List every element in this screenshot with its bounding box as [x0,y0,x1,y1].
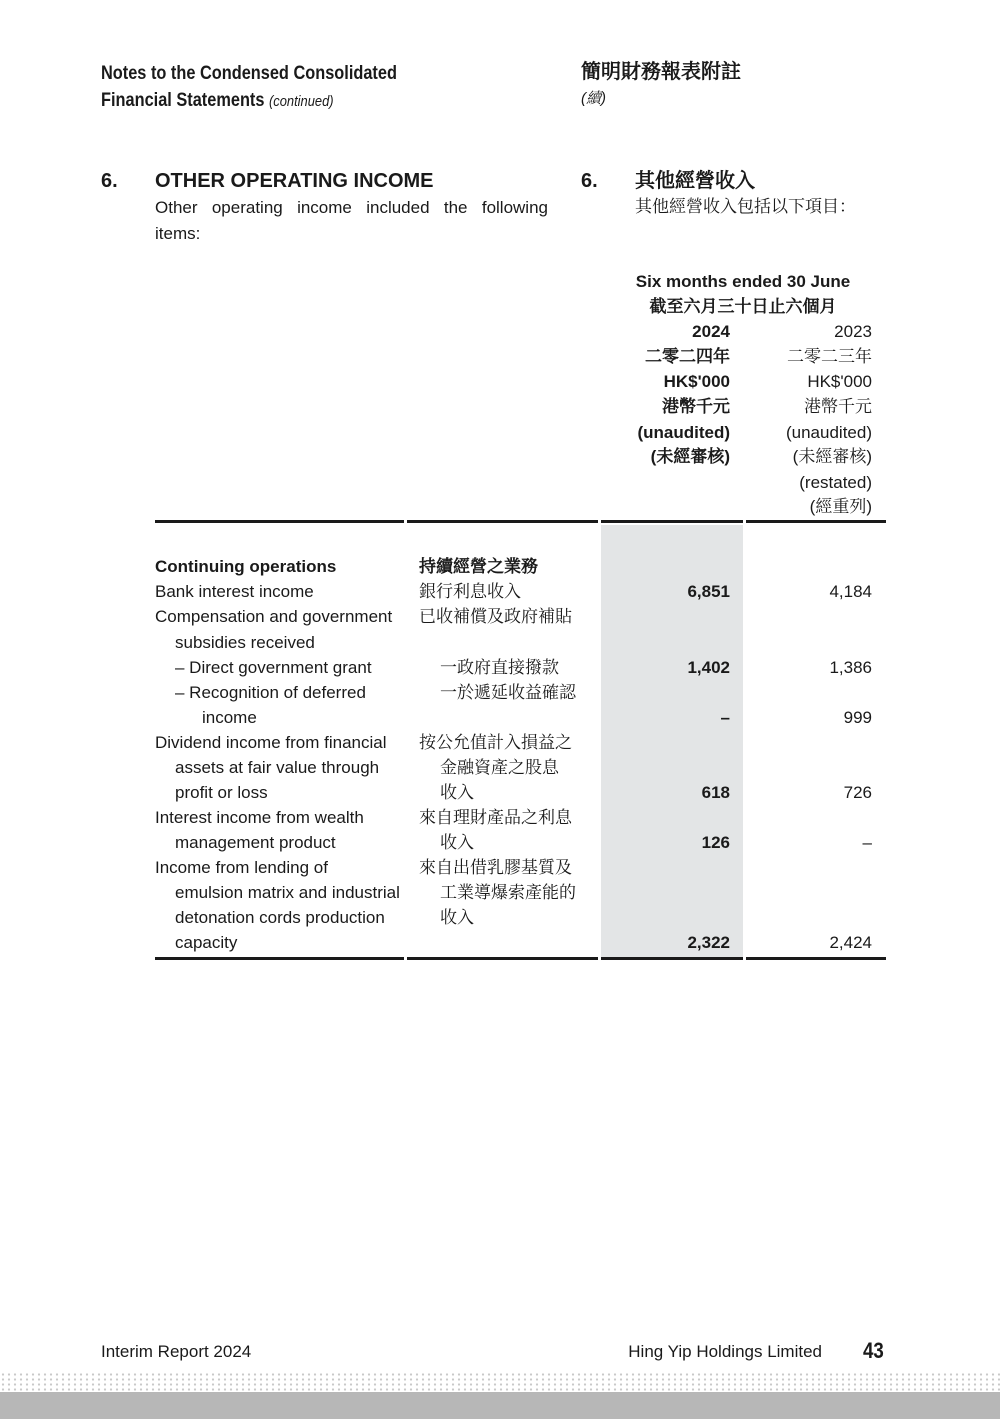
page-number: 43 [863,1338,884,1363]
table-row [155,579,886,604]
row-label-cn: 收入 [440,833,474,852]
col-2023-status: (unaudited) [785,423,872,442]
row-label-en: Compensation and government [155,607,393,626]
row-label-en: Continuing operations [155,557,337,576]
row-label-cn: 來自出借乳膠基質及 [419,858,572,877]
table-row [155,755,886,780]
value-2023: 2,424 [829,933,872,952]
col-2023-status-cn: (未經審核) [792,447,872,466]
dotted-band [0,1372,1000,1392]
row-label-cn: 金融資產之股息 [440,758,559,777]
value-2024: – [720,708,730,727]
value-2023: 726 [843,783,872,802]
section-number-cn: 6. [581,170,598,192]
table-row [155,855,886,880]
row-label-cn: 按公允值計入損益之 [419,733,572,752]
section-description-cn: 其他經營收入包括以下項目： [635,197,856,216]
value-2024: 2,322 [687,933,730,952]
header-line-2-wrap [101,87,397,115]
row-label-en: income [202,708,257,727]
section-number-en: 6. [101,170,118,192]
table-row [155,604,886,629]
row-label-en: management product [175,833,336,852]
row-label-cn: 銀行利息收入 [419,582,521,601]
header-line-1: Notes to the Condensed Consolidated [101,63,397,84]
value-2024: 618 [701,783,730,802]
row-label-cn: 已收補償及政府補貼 [419,607,572,626]
value-2023: 1,386 [829,658,872,677]
table-row [155,705,886,730]
footer-company-name: Hing Yip Holdings Limited [628,1342,822,1361]
section-title-en: OTHER OPERATING INCOME [155,170,434,192]
table-row [155,680,886,705]
col-2023-unit-cn: 港幣千元 [804,397,872,416]
col-2024-status-cn: (未經審核) [650,447,730,466]
period-heading-cn: 截至六月三十日止六個月 [649,297,837,316]
table-row [155,905,886,930]
row-label-cn: 一於遞延收益確認 [440,683,576,702]
col-2024-year-cn: 二零二四年 [645,347,730,366]
row-label-en: – Direct government grant [175,658,372,677]
col-2023-note-cn: (經重列) [809,497,872,516]
value-2024: 1,402 [687,658,730,677]
section-title-cn: 其他經營收入 [635,170,755,192]
running-header-cn: 簡明財務報表附註 [581,61,741,83]
header-continued: (continued) [268,93,334,110]
row-label-en: capacity [175,933,238,952]
table-row [155,655,886,680]
col-2023-unit: HK$'000 [807,372,872,391]
row-label-en: Bank interest income [155,582,314,601]
col-2023-year-cn: 二零二三年 [787,347,872,366]
row-label-en: – Recognition of deferred [175,683,366,702]
table-row [155,730,886,755]
row-label-cn: 來自理財產品之利息 [419,808,572,827]
col-2024-unit-cn: 港幣千元 [662,397,730,416]
table-top-rule [155,520,886,523]
running-header-cn-continued: (續) [581,90,606,107]
footer-report-title: Interim Report 2024 [101,1342,252,1361]
row-label-en: emulsion matrix and industrial [175,883,400,902]
value-2024: 6,851 [687,582,730,601]
row-label-cn: 工業導爆索產能的 [440,883,576,902]
row-label-en: profit or loss [175,783,268,802]
section-description-en: Other operating income included the following items: [155,198,548,243]
col-2024-status: (unaudited) [637,423,730,442]
col-2024-year: 2024 [692,322,730,341]
row-label-cn: 收入 [440,908,474,927]
table-row [155,880,886,905]
table-row [155,554,886,579]
table-row [155,630,886,655]
value-2023: – [862,833,872,852]
row-label-cn: 一政府直接撥款 [440,658,559,677]
col-2023-note: (restated) [799,473,872,492]
running-header-en [101,60,397,115]
row-label-en: Income from lending of [155,858,328,877]
table-bottom-rule [155,957,886,960]
bottom-bar [0,1392,1000,1419]
row-label-en: Interest income from wealth [155,808,364,827]
table-row [155,930,886,955]
table-row [155,805,886,830]
row-label-en: Dividend income from financial [155,733,387,752]
col-2024-unit: HK$'000 [663,372,730,391]
row-label-en: assets at fair value through [175,758,380,777]
period-heading-en: Six months ended 30 June [635,272,851,291]
row-label-cn: 持續經營之業務 [419,557,538,576]
value-2023: 4,184 [829,582,872,601]
row-label-cn: 收入 [440,783,474,802]
row-label-en: detonation cords production [175,908,385,927]
row-label-en: subsidies received [175,633,315,652]
col-2023-year: 2023 [834,322,872,341]
table-row [155,830,886,855]
table-row [155,780,886,805]
value-2024: 126 [701,833,730,852]
value-2023: 999 [843,708,872,727]
header-line-2: Financial Statements [101,90,265,111]
